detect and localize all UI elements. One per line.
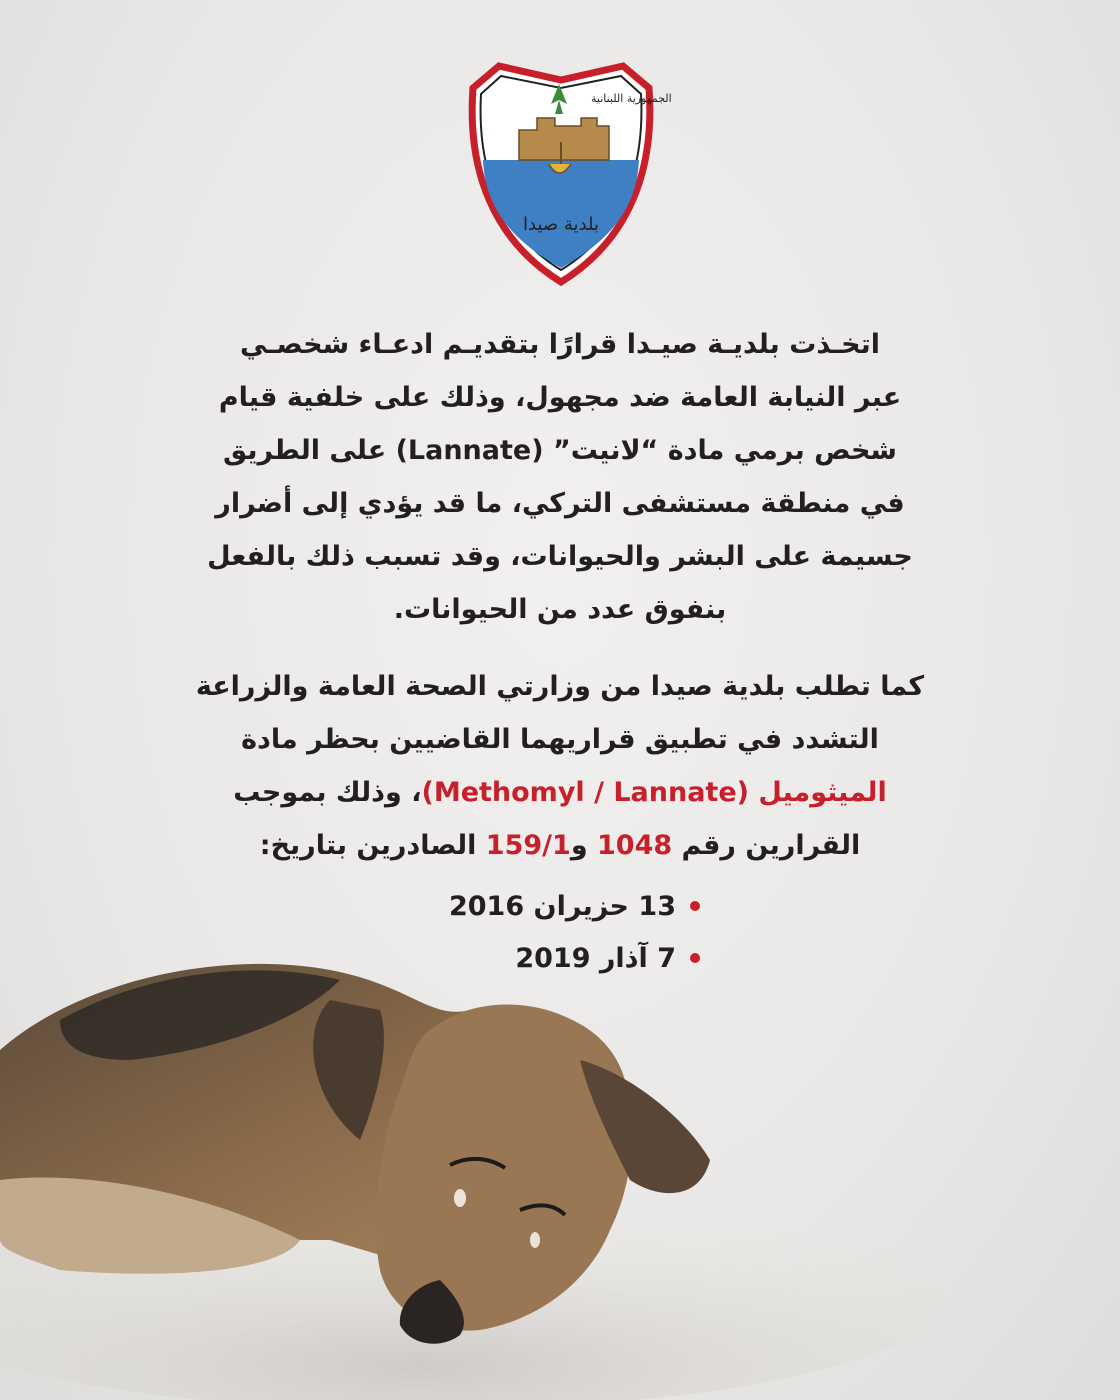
line3-after: (Lannate) على الطريق bbox=[223, 435, 553, 466]
paragraph2-line-2: التشدد في تطبيق قراريهما القاضيين بحظر مادة bbox=[241, 724, 879, 755]
paragraph1-line-3 bbox=[150, 424, 970, 477]
lannate-arabic-quoted: “لانيت” bbox=[552, 435, 659, 466]
date-2: 7 آذار 2019 bbox=[515, 942, 676, 974]
saida-emblem-logo bbox=[459, 60, 672, 290]
paragraph1-line-4: في منطقة مستشفى التركي، ما قد يؤدي إلى أضرار bbox=[215, 488, 905, 519]
paragraph-ad-claim bbox=[150, 318, 970, 636]
decision-number-2: 159/1 bbox=[485, 830, 571, 861]
decision-number-1: 1048 bbox=[597, 830, 673, 861]
date-1: 13 حزيران 2016 bbox=[448, 890, 676, 922]
line3-before: شخص برمي مادة bbox=[658, 435, 897, 466]
paragraph2-line-3 bbox=[150, 766, 970, 819]
and-conjunction: و bbox=[570, 830, 597, 861]
decisions-suffix: الصادرين بتاريخ: bbox=[259, 830, 486, 861]
bullet-dot-icon bbox=[690, 901, 700, 911]
emblem-top-text: الجمهورية اللبنانية bbox=[591, 92, 672, 105]
methomyl-name: الميثوميل (Methomyl / Lannate) bbox=[421, 777, 887, 808]
crying-dog-photo bbox=[0, 940, 1120, 1400]
paragraph-ministry-request bbox=[150, 660, 970, 872]
line3-rest: ، وذلك بموجب bbox=[233, 777, 422, 808]
decisions-prefix: القرارين رقم bbox=[672, 830, 861, 861]
paragraph1-line-6: بنفوق عدد من الحيوانات. bbox=[393, 594, 727, 625]
emblem-bottom-text: بلدية صيدا bbox=[523, 214, 599, 235]
paragraph2-line-1: كما تطلب بلدية صيدا من وزارتي الصحة العامة والزراعة bbox=[195, 671, 925, 702]
paragraph2-line-4 bbox=[150, 819, 970, 872]
paragraph1-line-2: عبر النيابة العامة ضد مجهول، وذلك على خلفية قيام bbox=[218, 382, 902, 413]
paragraph1-line-5: جسيمة على البشر والحيوانات، وقد تسبب ذلك بالفعل bbox=[207, 541, 913, 572]
list-item bbox=[420, 880, 700, 932]
paragraph1-line-1: اتخـذت بلديـة صيـدا قرارًا بتقديـم ادعـاء شخصـي bbox=[239, 329, 881, 360]
